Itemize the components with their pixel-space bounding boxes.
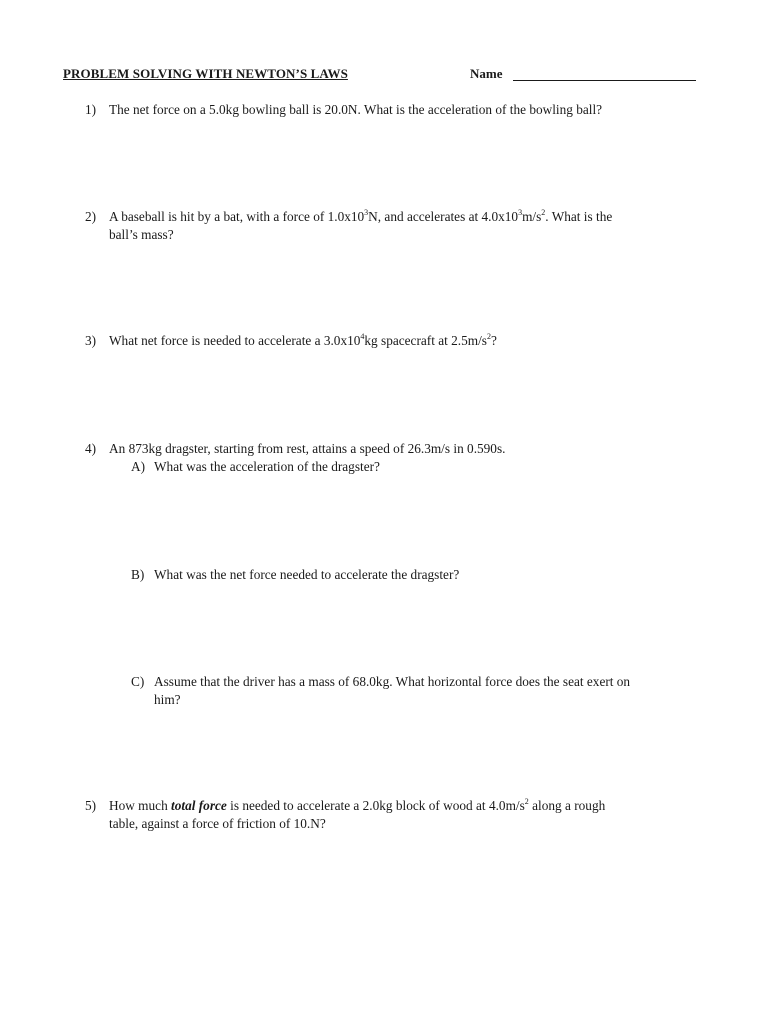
part-text: What was the acceleration of the dragster? [154, 459, 380, 474]
question-5 [85, 797, 705, 837]
question-number: 2) [85, 209, 97, 224]
question-number: 3) [85, 333, 97, 348]
emphasized-term: total force [171, 798, 227, 813]
name-blank-line [513, 80, 696, 81]
worksheet-header [63, 66, 703, 86]
part-text: Assume that the driver has a mass of 68.0kg. What horizontal force does the seat exert on [154, 674, 631, 689]
part-letter: A) [131, 459, 146, 474]
question-2 [85, 208, 705, 248]
question-text: What net force is needed to accelerate a $3.0x10^4kg$ spacecraft at $2.5m/s^2$? [109, 331, 497, 348]
question-text-continued: table, against a force of friction of 10.N? [109, 816, 326, 831]
part-letter: B) [131, 567, 145, 582]
question-text: An 873kg dragster, starting from rest, attains a speed of 26.3m/s in 0.590s. [109, 441, 506, 456]
name-label: Name [470, 66, 503, 81]
question-text: How much total force is needed to accelerate a 2.0kg block of wood at $4.0m/s^2$ along a rough [109, 796, 606, 813]
question-4-part-c [131, 673, 701, 713]
question-text-continued: ball’s mass? [109, 227, 174, 242]
part-text: What was the net force needed to accelerate the dragster? [154, 567, 460, 582]
worksheet-title: PROBLEM SOLVING WITH NEWTON’S LAWS [63, 66, 348, 81]
question-number: 1) [85, 102, 97, 117]
part-letter: C) [131, 674, 145, 689]
question-text: A baseball is hit by a bat, with a force of $1.0x10^3N$, and accelerates at $4.0x10^3m/s^2$. What is the [109, 207, 613, 224]
part-text-continued: him? [154, 692, 181, 707]
question-number: 5) [85, 798, 97, 813]
question-text: The net force on a 5.0kg bowling ball is 20.0N. What is the acceleration of the bowling ball? [109, 102, 603, 117]
question-number: 4) [85, 441, 97, 456]
